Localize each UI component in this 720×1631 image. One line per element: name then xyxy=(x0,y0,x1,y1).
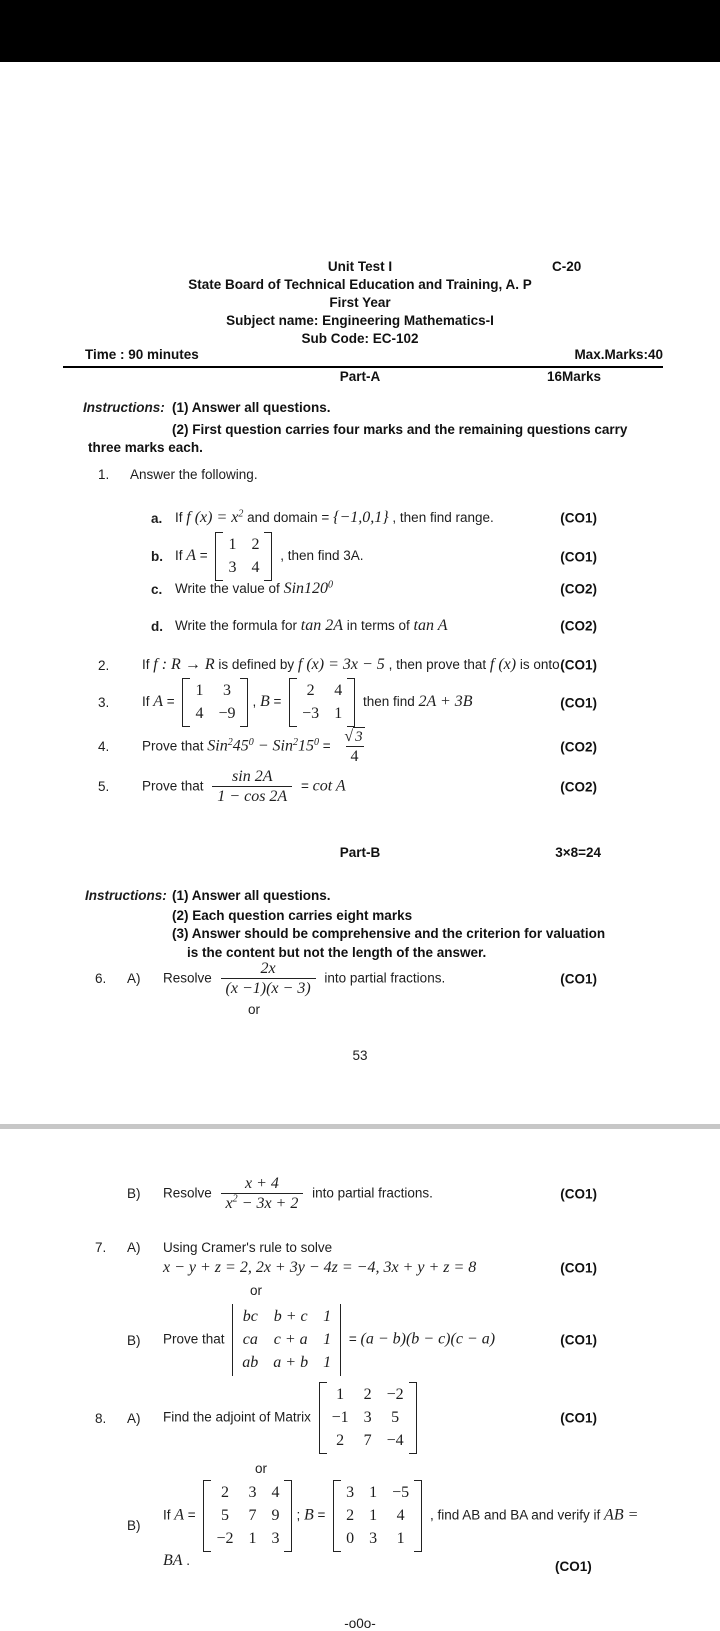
question-text: If f : R → R is defined by f (x) = 3x − 5 , then prove that f (x) is onto. xyxy=(142,656,564,673)
question-6b xyxy=(127,1174,640,1213)
instructions-row xyxy=(83,400,331,415)
question-1a xyxy=(151,509,640,527)
status-bar xyxy=(0,0,720,62)
course-outcome-tag: (CO1) xyxy=(560,657,597,673)
or-separator: or xyxy=(250,1283,263,1298)
instructions-label: Instructions: xyxy=(85,888,167,903)
part-a-heading xyxy=(0,369,720,384)
question-5 xyxy=(98,767,640,806)
or-separator: or xyxy=(248,1002,261,1017)
course-outcome-tag: (CO1) xyxy=(555,1559,592,1574)
question-number: 5. xyxy=(98,779,110,795)
question-text: If f $(x) = x^2$ and domain = {−1,0,1} , then find range. xyxy=(175,508,494,526)
question-8b xyxy=(127,1480,640,1570)
instruction-line: (1) Answer all questions. xyxy=(172,400,331,415)
course-outcome-tag: (CO1) xyxy=(560,971,597,987)
question-3 xyxy=(98,678,640,727)
time-allowed: Time : 90 minutes xyxy=(85,347,199,362)
instruction-line: is the content but not the length of the answer. xyxy=(187,945,487,960)
instructions-label: Instructions: xyxy=(83,400,165,415)
question-text: Prove that $Sin^245^0 - Sin^215^0$ = √ 3 4 xyxy=(142,728,363,766)
page-number: 53 xyxy=(352,1048,368,1063)
footer-mark: -o0o- xyxy=(344,1616,376,1631)
question-letter: a. xyxy=(151,510,163,526)
question-1c xyxy=(151,580,640,598)
question-text: x − y + z = 2, 2x + 3y − 4z = −4, 3x + y + z = 8 xyxy=(163,1259,477,1276)
exam-document[interactable] xyxy=(0,62,720,1631)
question-text: Answer the following. xyxy=(130,467,258,482)
question-letter: c. xyxy=(151,581,163,597)
time-marks-row xyxy=(63,347,663,368)
course-outcome-tag: (CO1) xyxy=(560,1186,597,1202)
part-b-marks: 3×8=24 xyxy=(555,845,601,860)
question-number: 8. xyxy=(95,1410,107,1426)
course-outcome-tag: (CO1) xyxy=(560,1410,597,1426)
question-letter: b. xyxy=(151,549,163,564)
course-outcome-tag: (CO1) xyxy=(560,1260,597,1276)
part-b-heading xyxy=(0,845,720,860)
question-letter: A) xyxy=(127,1410,141,1426)
question-number: 6. xyxy=(95,971,107,987)
course-outcome-tag: (CO2) xyxy=(560,739,597,755)
question-1 xyxy=(98,467,640,482)
question-1b xyxy=(151,532,640,581)
or-separator: or xyxy=(255,1461,268,1476)
curriculum-code: C-20 xyxy=(552,259,582,274)
course-outcome-tag: (CO2) xyxy=(560,618,597,634)
question-text: Write the value of $Sin120^0$ xyxy=(175,579,334,597)
question-text: Prove that $\frac{\sin 2A}{1 - \cos 2A}$ = cot A xyxy=(142,768,346,806)
question-8a xyxy=(95,1382,640,1454)
question-number: 7. xyxy=(95,1240,107,1255)
page-divider xyxy=(0,1124,720,1129)
question-2 xyxy=(98,656,640,674)
part-b-label: Part-B xyxy=(339,845,381,860)
question-text: If A = 1 3 4 −9 , B = 2 4 −3 1 then find 2A + 3B xyxy=(142,678,640,727)
course-outcome-tag: (CO1) xyxy=(560,695,597,710)
question-7a xyxy=(95,1240,640,1255)
instruction-line: (3) Answer should be comprehensive and the criterion for valuation xyxy=(172,926,606,941)
question-text: If A = 1 2 3 4 , then find 3A. xyxy=(175,532,640,581)
question-number: 4. xyxy=(98,739,110,755)
instruction-line: (2) First question carries four marks and the remaining questions carry xyxy=(172,422,628,437)
part-a-label: Part-A xyxy=(339,369,381,384)
question-text: Using Cramer's rule to solve xyxy=(163,1240,333,1255)
subject-name: Subject name: Engineering Mathematics-I xyxy=(226,313,494,328)
question-letter: A) xyxy=(127,971,141,987)
part-a-marks: 16Marks xyxy=(546,369,601,384)
question-letter: d. xyxy=(151,618,163,634)
course-outcome-tag: (CO1) xyxy=(560,549,597,564)
question-text: If A = 2 3 4 5 7 9 −2 1 3 ; B = 3 1 −5 2 1 4 0 3 1 , find AB and BA and verify if AB = BA . xyxy=(163,1480,640,1570)
question-text: Prove that bc b + c 1 ca c + a 1 ab a + b 1 = (a − b)(b − c)(c − a) xyxy=(163,1304,640,1376)
board-name: State Board of Technical Education and Training, A. P xyxy=(188,277,532,292)
year-label: First Year xyxy=(329,295,391,310)
instruction-line: (1) Answer all questions. xyxy=(172,888,331,903)
instructions-row xyxy=(85,888,331,903)
question-letter: A) xyxy=(127,1240,141,1255)
max-marks: Max.Marks:40 xyxy=(574,347,663,362)
instruction-line: three marks each. xyxy=(88,440,203,455)
instruction-line: (2) Each question carries eight marks xyxy=(172,908,413,923)
subject-code: Sub Code: EC-102 xyxy=(301,331,419,346)
course-outcome-tag: (CO2) xyxy=(560,779,597,795)
question-4 xyxy=(98,727,640,766)
question-text: Resolve $\frac{2x}{(x -1)(x - 3)}$ into partial fractions. xyxy=(163,960,446,998)
course-outcome-tag: (CO2) xyxy=(560,581,597,597)
question-text: Write the formula for tan 2A in terms of tan A xyxy=(175,617,448,634)
page-title: Unit Test I xyxy=(327,259,393,274)
question-7b xyxy=(127,1304,640,1376)
question-7a-equations xyxy=(163,1259,640,1277)
question-letter: B) xyxy=(127,1186,141,1202)
question-letter: B) xyxy=(127,1332,141,1348)
question-number: 2. xyxy=(98,657,110,673)
document-header xyxy=(0,259,720,274)
question-letter: B) xyxy=(127,1517,141,1533)
course-outcome-tag: (CO1) xyxy=(560,1332,597,1348)
course-outcome-tag: (CO1) xyxy=(560,510,597,526)
question-number: 1. xyxy=(98,467,110,482)
question-number: 3. xyxy=(98,695,110,710)
question-text: Find the adjoint of Matrix 1 2 −2 −1 3 5 2 7 −4 xyxy=(163,1382,640,1454)
question-6a xyxy=(95,959,640,998)
question-text: Resolve $\frac{x + 4}{x^2 - 3x + 2}$ into partial fractions. xyxy=(163,1175,433,1213)
question-1d xyxy=(151,617,640,635)
